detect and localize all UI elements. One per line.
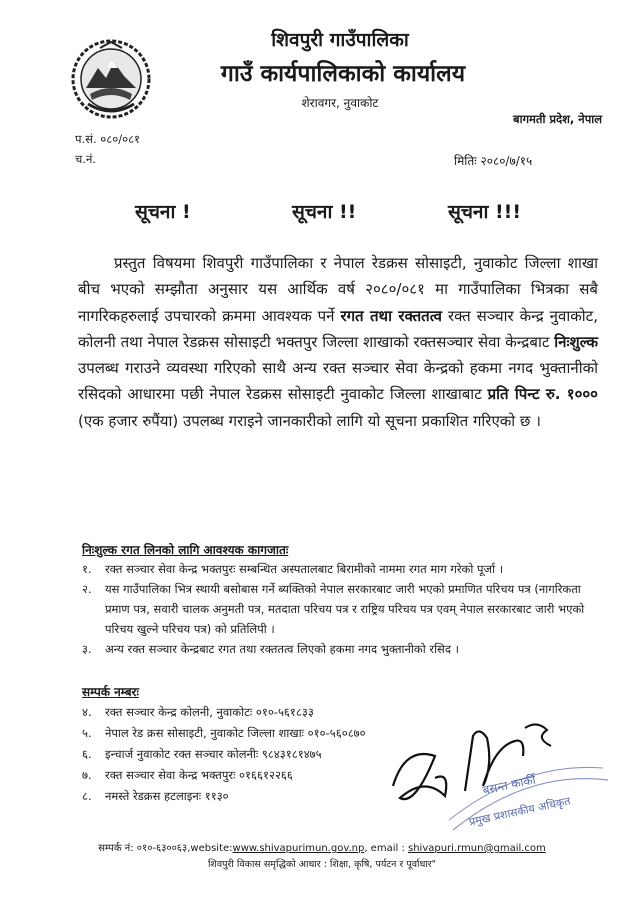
notice-heading-2: सूचना !!: [292, 201, 357, 223]
province-name: बागमती प्रदेश, नेपाल: [513, 112, 602, 126]
footer-contact-label: सम्पर्क नं:: [98, 843, 134, 854]
list-number: ६.: [82, 747, 92, 761]
body-part-3: उपलब्ध गराउने व्यवस्था गरिएको साथै अन्य रक्त सञ्चार सेवा केन्द्रको हकमा नगद भुक्तानीको रसिदको आधारमा पछी नेपाल रेडक्रस सोसाइटी नुवाकोट जिल्ला शाखाबाट: [78, 359, 598, 404]
list-number: ८.: [82, 789, 92, 803]
list-text: यस गाउँपालिका भित्र स्थायी बसोबास गर्ने ब्यक्तिको नेपाल सरकारबाट जारी भएको प्रमाणित परिचय पत्र (नागरिकता प्रमाण पत्र, सवारी चालक अनुमती पत्र, मतदाता परिचय पत्र र राष्ट्रिय परिचय पत्र एवम् नेपाल सरकारबाट जारी भएको परिचय खुल्ने परिचय पत्र) को प्रतिलिपी ।: [105, 582, 585, 636]
footer-website-label: ,website:: [187, 843, 233, 854]
footer-email-label: , email :: [364, 843, 405, 854]
list-number: ५.: [82, 726, 92, 740]
office-name: गाउँ कार्यपालिकाको कार्यालय: [220, 61, 466, 87]
notice-heading-3: सूचना !!!: [448, 201, 521, 223]
website-link[interactable]: www.shivapurimun.gov.np: [232, 843, 365, 854]
signature: [375, 716, 575, 826]
requirements-title: निःशुल्क रगत लिनको लागि आवश्यक कागजातः: [82, 543, 289, 557]
list-item: [82, 559, 602, 579]
list-number: १.: [82, 562, 92, 576]
list-number: २.: [82, 582, 92, 596]
body-bold-blood: रगत तथा रक्ततत्व: [340, 306, 443, 325]
body-part-2: रक्त सञ्चार केन्द्र नुवाकोट, कोलनी तथा नेपाल रेडक्रस सोसाइटी भक्तपुर जिल्ला शाखाको रक्तसञ्चार सेवा केन्द्रबाट: [78, 306, 598, 351]
body-bold-free: निःशुल्क: [554, 332, 598, 351]
issue-date: मितिः २०८०/७/१५: [454, 154, 533, 168]
body-part-4: (एक हजार रुपैंया) उपलब्ध गराइने जानकारीको लागि यो सूचना प्रकाशित गरिएको छ ।: [78, 411, 541, 430]
list-number: ३.: [82, 642, 92, 656]
footer-motto: शिवपुरी विकास समृद्धिको आधार : शिक्षा, कृषि, पर्यटन र पूर्वाधार": [207, 859, 437, 870]
list-text: इन्चार्ज नुवाकोट रक्त सञ्चार कोलनीः ९८४३१८१४७५: [105, 747, 322, 761]
notice-body: [78, 250, 598, 434]
list-number: ४.: [82, 705, 92, 719]
notice-heading-1: सूचना !: [135, 201, 191, 223]
list-number: ७.: [82, 768, 92, 782]
list-text: अन्य रक्त सञ्चार केन्द्रबाट रगत तथा रक्ततत्व लिएको हकमा नगद भुक्तानीको रसिद ।: [105, 642, 459, 656]
footer-contacts: [0, 840, 644, 854]
body-part-1: प्रस्तुत विषयमा शिवपुरी गाउँपालिका र नेपाल रेडक्रस सोसाइटी, नुवाकोट जिल्ला शाखा बीच भएको सम्झौता अनुसार यस आर्थिक वर्ष २०८०/०८१ मा गाउँपालिका भित्रका सबै नागरिकहरुलाई उपचारको क्रममा आवश्यक पर्ने: [78, 254, 598, 325]
dispatch-number: च.नं.: [75, 152, 96, 166]
letter-number: प.सं. ०८०/०८१: [75, 132, 141, 146]
list-text: रक्त सञ्चार सेवा केन्द्र भक्तपुरः सम्बन्धित अस्पतालबाट बिरामीको नाममा रगत माग गरेको पूर्जा ।: [105, 562, 504, 576]
list-text: नमस्ते रेडक्रस हटलाइनः ११३०: [105, 789, 229, 803]
contacts-title: सम्पर्क नम्बरः: [82, 685, 139, 699]
stamp-name: बसन्त कार्की: [481, 772, 537, 798]
list-item: [82, 579, 602, 639]
nepal-emblem-icon: [70, 38, 152, 120]
footer-phone: ०१०-६३००६३: [136, 843, 188, 854]
list-text: रक्त सञ्चार सेवा केन्द्र भक्तपुरः ०१६६१२२६६: [105, 768, 293, 782]
office-address: शेरावगर, नुवाकोट: [301, 96, 379, 110]
municipality-name: शिवपुरी गाउँपालिका: [271, 29, 409, 51]
list-text: नेपाल रेड क्रस सोसाइटी, नुवाकोट जिल्ला शाखाः ०१०-५६०८७०: [105, 726, 366, 740]
body-bold-amount: प्रति पिन्ट रु. १०००: [487, 385, 598, 404]
list-text: रक्त सञ्चार केन्द्र कोलनी, नुवाकोटः ०१०-५६१८३३: [105, 705, 314, 719]
email-link[interactable]: shivapuri.rmun@gmail.com: [408, 843, 546, 854]
list-item: [82, 639, 602, 659]
requirements-list: [82, 559, 602, 659]
stamp-title: प्रमुख प्रशासकीय अधिकृत: [467, 794, 572, 829]
